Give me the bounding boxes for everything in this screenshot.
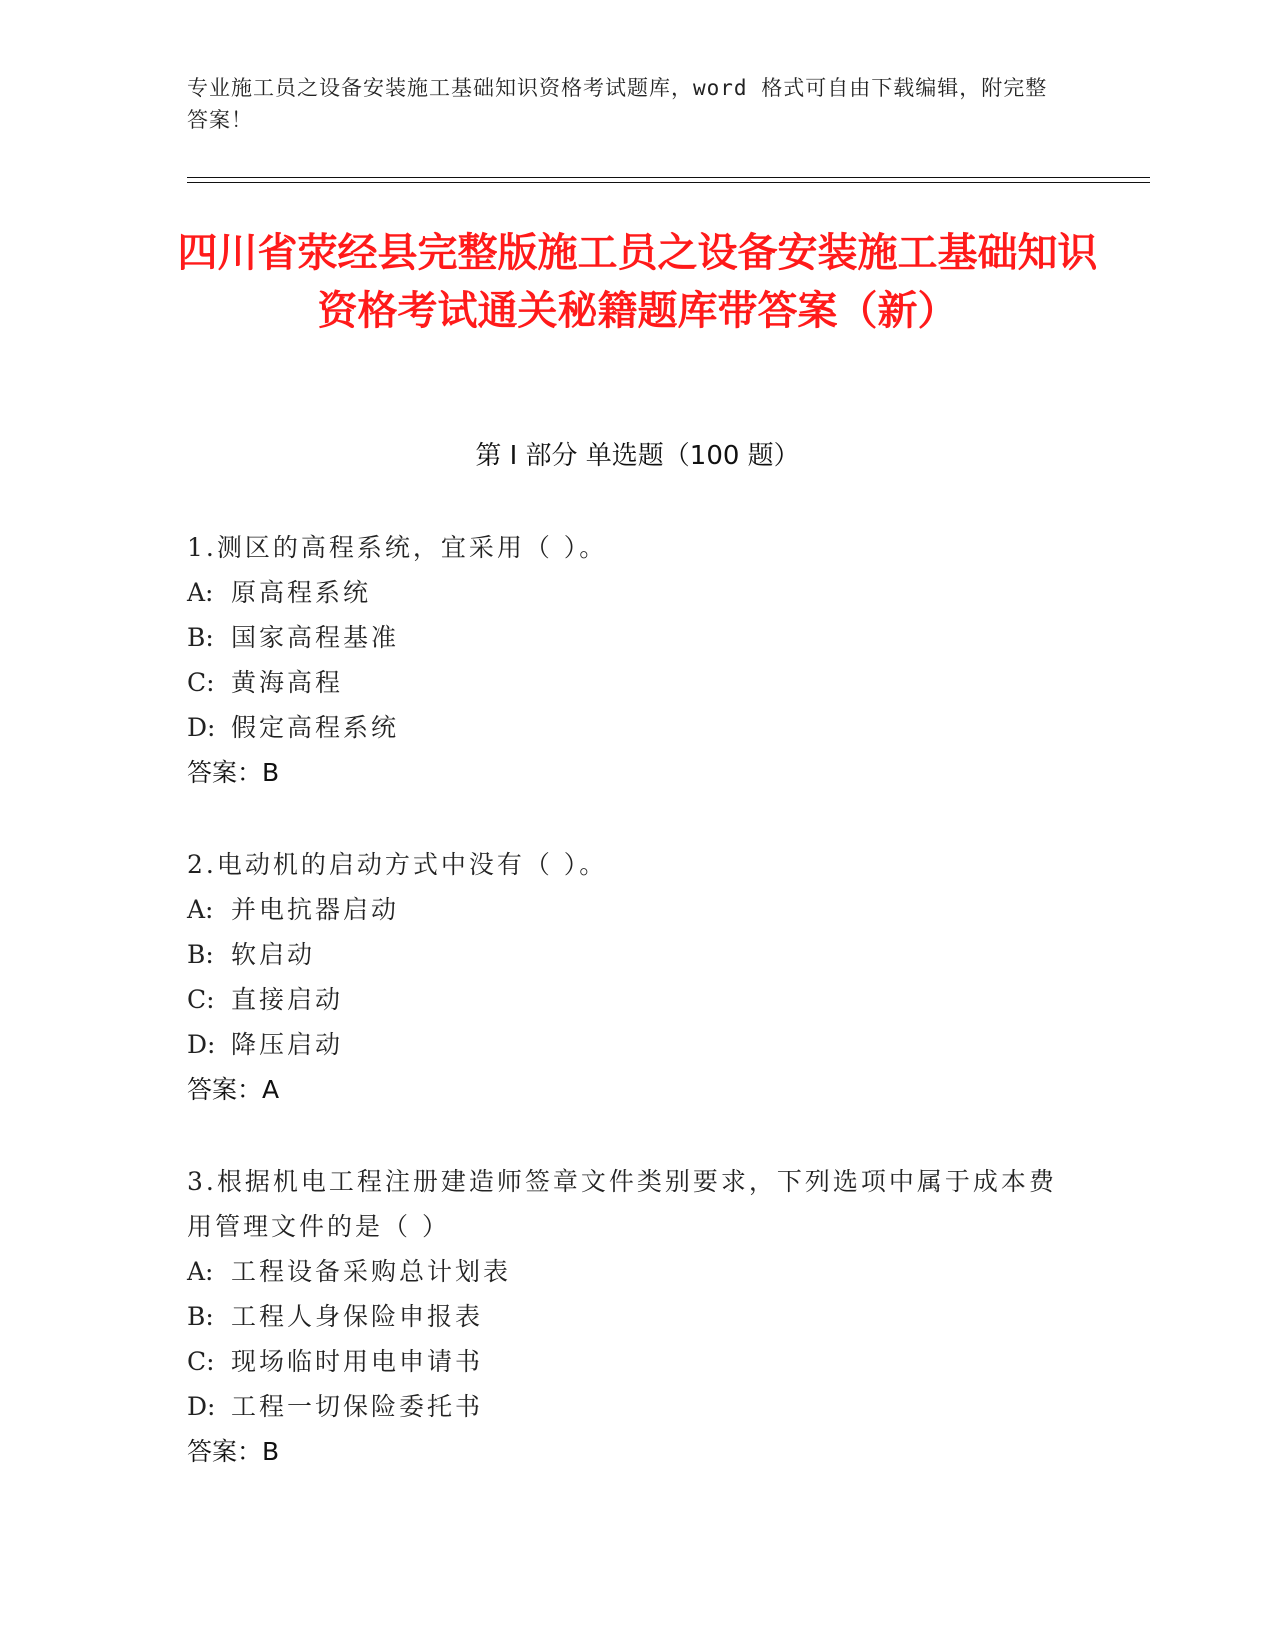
- section-title: 第 I 部分 单选题（100 题）: [475, 441, 800, 471]
- answer-line: 答案：B: [187, 758, 280, 787]
- option-d: [187, 705, 1067, 750]
- answer-line: 答案：A: [187, 1075, 280, 1104]
- option-text: 黄海高程: [231, 668, 344, 697]
- option-key: D:: [187, 1030, 216, 1059]
- option-text: 工程设备采购总计划表: [231, 1257, 512, 1286]
- option-text: 软启动: [231, 940, 316, 969]
- option-d: [187, 1022, 1067, 1067]
- question-3: [187, 1159, 1067, 1474]
- option-key: D:: [187, 713, 216, 742]
- question-stem: 2.电动机的启动方式中没有（ ）。: [187, 850, 608, 879]
- option-key: B:: [187, 1302, 214, 1331]
- option-text: 原高程系统: [231, 578, 372, 607]
- question-1: [187, 525, 1067, 795]
- option-a: [187, 1249, 1067, 1294]
- option-c: [187, 660, 1067, 705]
- option-b: [187, 1294, 1067, 1339]
- option-text: 国家高程基准: [231, 623, 400, 652]
- question-stem: 3.根据机电工程注册建造师签章文件类别要求，下列选项中属于成本费用管理文件的是（ ）: [187, 1167, 1057, 1241]
- option-b: [187, 932, 1067, 977]
- header-divider-bottom: [187, 182, 1150, 183]
- option-text: 假定高程系统: [231, 713, 400, 742]
- option-text: 降压启动: [231, 1030, 344, 1059]
- header-note: 专业施工员之设备安装施工基础知识资格考试题库，word 格式可自由下载编辑，附完整答案！: [187, 76, 1048, 132]
- option-key: C:: [187, 1347, 215, 1376]
- document-title: 四川省荥经县完整版施工员之设备安装施工基础知识资格考试通关秘籍题库带答案（新）: [177, 230, 1098, 334]
- question-stem: 1.测区的高程系统，宜采用（ ）。: [187, 533, 608, 562]
- option-text: 工程一切保险委托书: [231, 1392, 484, 1421]
- option-key: A:: [187, 895, 214, 924]
- question-2: [187, 842, 1067, 1112]
- option-key: B:: [187, 623, 214, 652]
- option-c: [187, 1339, 1067, 1384]
- option-text: 工程人身保险申报表: [231, 1302, 484, 1331]
- option-text: 现场临时用电申请书: [231, 1347, 484, 1376]
- option-key: C:: [187, 985, 215, 1014]
- option-key: A:: [187, 578, 214, 607]
- option-c: [187, 977, 1067, 1022]
- option-a: [187, 887, 1067, 932]
- option-d: [187, 1384, 1067, 1429]
- option-text: 并电抗器启动: [231, 895, 400, 924]
- option-key: D:: [187, 1392, 216, 1421]
- option-b: [187, 615, 1067, 660]
- option-key: A:: [187, 1257, 214, 1286]
- option-text: 直接启动: [231, 985, 344, 1014]
- option-a: [187, 570, 1067, 615]
- option-key: C:: [187, 668, 215, 697]
- header-divider-top: [187, 177, 1150, 178]
- option-key: B:: [187, 940, 214, 969]
- answer-line: 答案：B: [187, 1437, 280, 1466]
